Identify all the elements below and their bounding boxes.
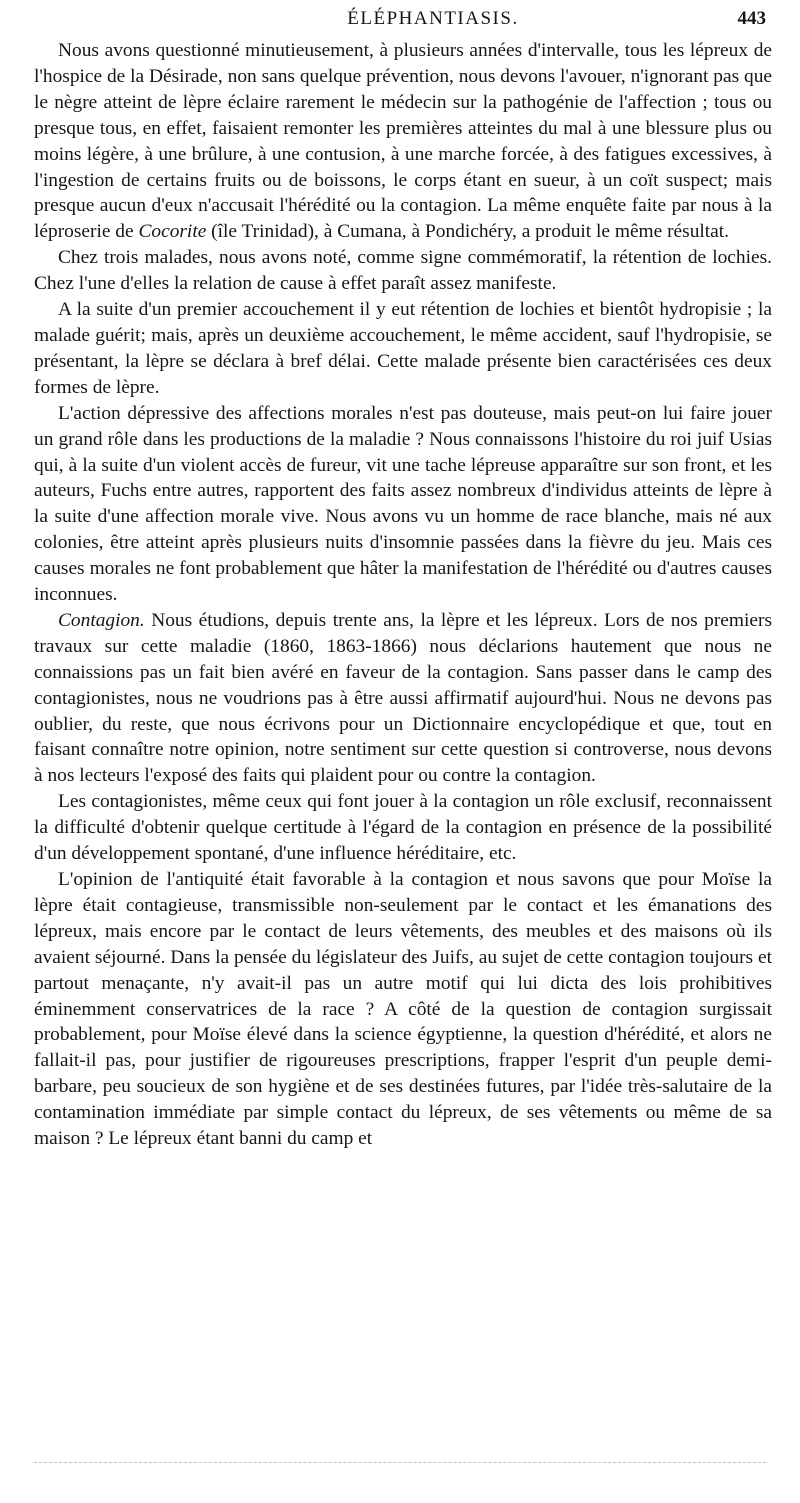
footer-rule — [34, 1462, 766, 1463]
paragraph-6: Les contagionistes, même ceux qui font jouer à la contagion un rôle exclusif, reconnaissent la difficulté d'obtenir quelque certitude à l'égard de la contagion en présence de la possibilité d'un développement spontané, d'une influence héréditaire, etc. — [34, 791, 772, 865]
paragraph-7: L'opinion de l'antiquité était favorable à la contagion et nous savons que pour Moïse la lèpre était contagieuse, transmissible non-seulement par le contact et les émanations des lépreux, mais encore par le contact de leurs vêtements, des meubles et des maisons où ils avaient séjourné. Dans la pensée du législateur des Juifs, au sujet de cette contagion toujours et partout menaçante, n'y avait-il pas un autre motif qui lui dicta des lois prohibitives éminemment conservatrices de la race ? A côté de la question de contagion surgissait probablement, pour Moïse élevé dans la science égyptienne, la question d'hérédité, et alors ne fallait-il pas, pour justifier de rigoureuses prescriptions, frapper l'esprit d'un peuple demi-barbare, peu soucieux de son hygiène et de ses destinées futures, par l'idée très-salutaire de la contamination immédiate par simple contact du lépreux, de ses vêtements ou même de sa maison ? Le lépreux étant banni du camp et — [34, 869, 772, 1150]
paragraph-5-text: Nous étudions, depuis trente ans, la lèpre et les lépreux. Lors de nos premiers travaux sur cette maladie (1860, 1863-1866) nous déclarions hautement que nous ne connaissions pas un fait bien avéré en faveur de la contagion. Sans passer dans le camp des contagionistes, nous ne voudrions pas à être aussi affirmatif aujourd'hui. Nous ne devons pas oublier, du reste, que nous écrivons pour un Dictionnaire encyclopédique et que, tout en faisant connaître notre opinion, notre sentiment sur cette question si controverse, nous devons à nos lecteurs l'exposé des faits qui plaident pour ou contre la contagion. — [34, 609, 772, 787]
paragraph-5 — [34, 608, 772, 789]
paragraph-3: A la suite d'un premier accouchement il y eut rétention de lochies et bientôt hydropisie ; la malade guérit; mais, après un deuxième accouchement, le même accident, sauf l'hydropisie, se présentant, la lèpre se déclara à bref délai. Cette malade présente bien caractérisées ces deux formes de lèpre. — [34, 299, 772, 398]
place-name-cocorite: Cocorite — [138, 221, 207, 243]
body-text — [34, 38, 772, 1152]
paragraph-1-tail: (île Trinidad), à Cumana, à Pondichéry, a produit le même résultat. — [206, 221, 730, 243]
paragraph-4: L'action dépressive des affections morales n'est pas douteuse, mais peut-on lui faire jouer un grand rôle dans les productions de la maladie ? Nous connaissons l'histoire du roi juif Usias qui, à la suite d'un violent accès de fureur, vit une tache lépreuse apparaître sur son front, et les auteurs, Fuchs entre autres, rapportent des faits assez nombreux d'individus atteints de lèpre à la suite d'une affection morale vive. Nous avons vu un homme de race blanche, mais né aux colonies, être atteint après plusieurs nuits d'insomnie passées dans la fièvre du jeu. Mais ces causes morales ne font probablement que hâter la manifestation de l'hérédité ou d'autres causes inconnues. — [34, 402, 772, 606]
running-header — [34, 0, 772, 38]
running-title: ÉLÉPHANTIASIS. — [347, 8, 519, 29]
paragraph-1 — [34, 38, 772, 245]
section-lead-contagion: Contagion. — [58, 609, 145, 631]
paragraph-2: Chez trois malades, nous avons noté, comme signe commémoratif, la rétention de lochies. Chez l'une d'elles la relation de cause à effet paraît assez manifeste. — [34, 247, 772, 295]
page-number: 443 — [737, 8, 766, 29]
paragraph-1-text: Nous avons questionné minutieusement, à plusieurs années d'intervalle, tous les lépreux de l'hospice de la Désirade, non sans quelque prévention, nous devons l'avouer, n'ignorant pas que le nègre atteint de lèpre éclaire rarement le médecin sur la pathogénie de l'affection ; tous ou presque tous, en effet, faisaient remonter les premières atteintes du mal à une blessure plus ou moins légère, à une brûlure, à une contusion, à une marche forcée, à des fatigues excessives, à l'ingestion de certains fruits ou de boissons, le corps étant en sueur, à un coït suspect; mais presque aucun d'eux n'accusait l'hérédité ou la contagion. La même enquête faite par nous à la léproserie de — [34, 40, 772, 243]
